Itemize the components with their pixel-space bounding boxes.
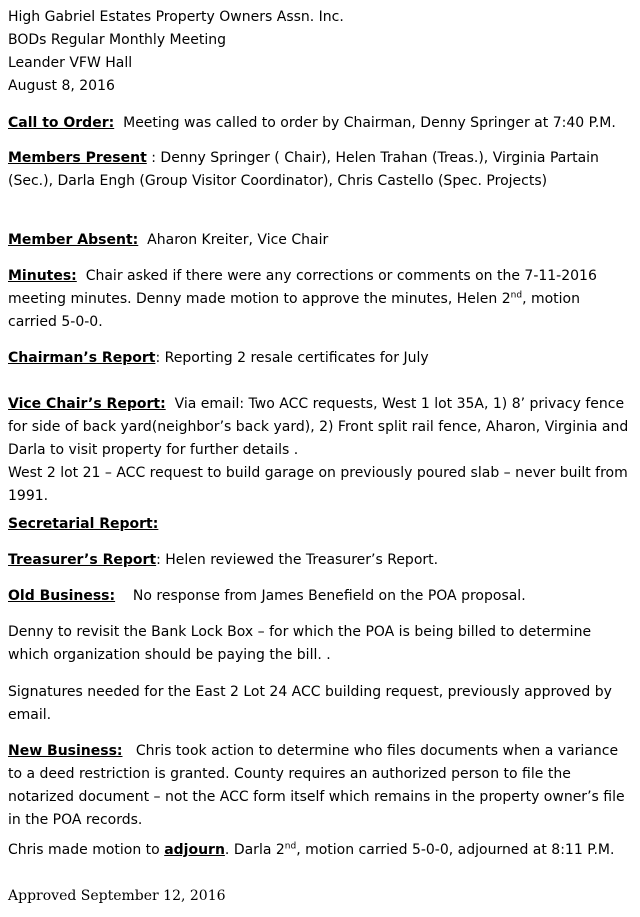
adjourn-text-end: , motion carried 5-0-0, adjourned at 8:11 P.M. xyxy=(296,842,615,858)
treasurers-report-label: Treasurer’s Report xyxy=(8,552,157,568)
old-business-section xyxy=(8,585,632,608)
adjourn-word: adjourn xyxy=(164,842,225,858)
old-business-paragraph xyxy=(8,621,632,667)
minutes-section xyxy=(8,265,632,334)
member-absent-text: Aharon Kreiter, Vice Chair xyxy=(147,232,329,248)
secretarial-report-section xyxy=(8,513,632,536)
secretarial-report-label: Secretarial Report: xyxy=(8,516,159,532)
adjourn-text: Chris made motion to xyxy=(8,842,165,858)
adjourn-section xyxy=(8,839,632,862)
signatures-text: Signatures needed for the East 2 Lot 24 ACC building request, previously approved by email. xyxy=(8,684,612,723)
call-to-order-section xyxy=(8,112,632,135)
call-to-order-text: Meeting was called to order by Chairman, Denny Springer at 7:40 P.M. xyxy=(123,115,616,131)
treasurers-report-section xyxy=(8,549,632,572)
vice-chair-report-label: Vice Chair’s Report: xyxy=(8,396,166,412)
bank-lock-box-text: Denny to revisit the Bank Lock Box – for which the POA is being billed to determine which organization should be paying the bill. . xyxy=(8,624,592,663)
old-business-text: No response from James Benefield on the POA proposal. xyxy=(132,588,526,604)
new-business-section xyxy=(8,740,632,832)
vice-chair-report-text: Via email: Two ACC requests, West 1 lot 35A, 1) 8’ privacy fence for side of back yard(neighbor’s back yard), 2) Front split rail fence, Aharon, Virginia and Darla to visit property for further details . xyxy=(8,396,629,458)
treasurers-report-text: : Helen reviewed the Treasurer’s Report. xyxy=(156,552,439,568)
approved-text: Approved September 12, 2016 xyxy=(8,888,226,904)
member-absent-label: Member Absent: xyxy=(8,232,139,248)
document-header xyxy=(8,6,632,98)
new-business-label: New Business: xyxy=(8,743,123,759)
members-present-section xyxy=(8,147,632,193)
minutes-text-end: , motion carried 5-0-0. xyxy=(8,291,580,330)
minutes-label: Minutes: xyxy=(8,268,77,284)
minutes-sup: nd xyxy=(510,290,523,301)
call-to-order-label: Call to Order: xyxy=(8,115,115,131)
meeting-location: Leander VFW Hall xyxy=(8,55,133,71)
adjourn-sup: nd xyxy=(284,841,297,852)
new-business-text: Chris took action to determine who files documents when a variance to a deed restriction is granted. County requires an authorized person to file the notarized document – not the ACC form itself which remains in the property owner’s file in the POA records. xyxy=(8,743,625,828)
vice-chair-report-text-2: West 2 lot 21 – ACC request to build garage on previously poured slab – never built from 1991. xyxy=(8,465,628,504)
approved-line xyxy=(8,885,632,908)
chairmans-report-text: : Reporting 2 resale certificates for July xyxy=(155,350,429,366)
chairmans-report-label: Chairman’s Report xyxy=(8,350,156,366)
org-name: High Gabriel Estates Property Owners Assn. Inc. xyxy=(8,9,344,25)
adjourn-text-mid: . Darla 2 xyxy=(224,842,285,858)
meeting-type: BODs Regular Monthly Meeting xyxy=(8,32,226,48)
members-present-label: Members Present xyxy=(8,150,147,166)
old-business-label: Old Business: xyxy=(8,588,116,604)
chairmans-report-section xyxy=(8,347,632,370)
members-present-text: : Denny Springer ( Chair), Helen Trahan (Treas.), Virginia Partain (Sec.), Darla Engh (Group Visitor Coordinator), Chris Castello (Spec. Projects) xyxy=(8,150,599,189)
member-absent-section xyxy=(8,229,632,252)
minutes-text: Chair asked if there were any corrections or comments on the 7-11-2016 meeting minutes. Denny made motion to approve the minutes, Helen 2 xyxy=(8,268,597,307)
vice-chair-report-section xyxy=(8,393,632,508)
old-business-paragraph xyxy=(8,681,632,727)
meeting-date: August 8, 2016 xyxy=(8,78,115,94)
